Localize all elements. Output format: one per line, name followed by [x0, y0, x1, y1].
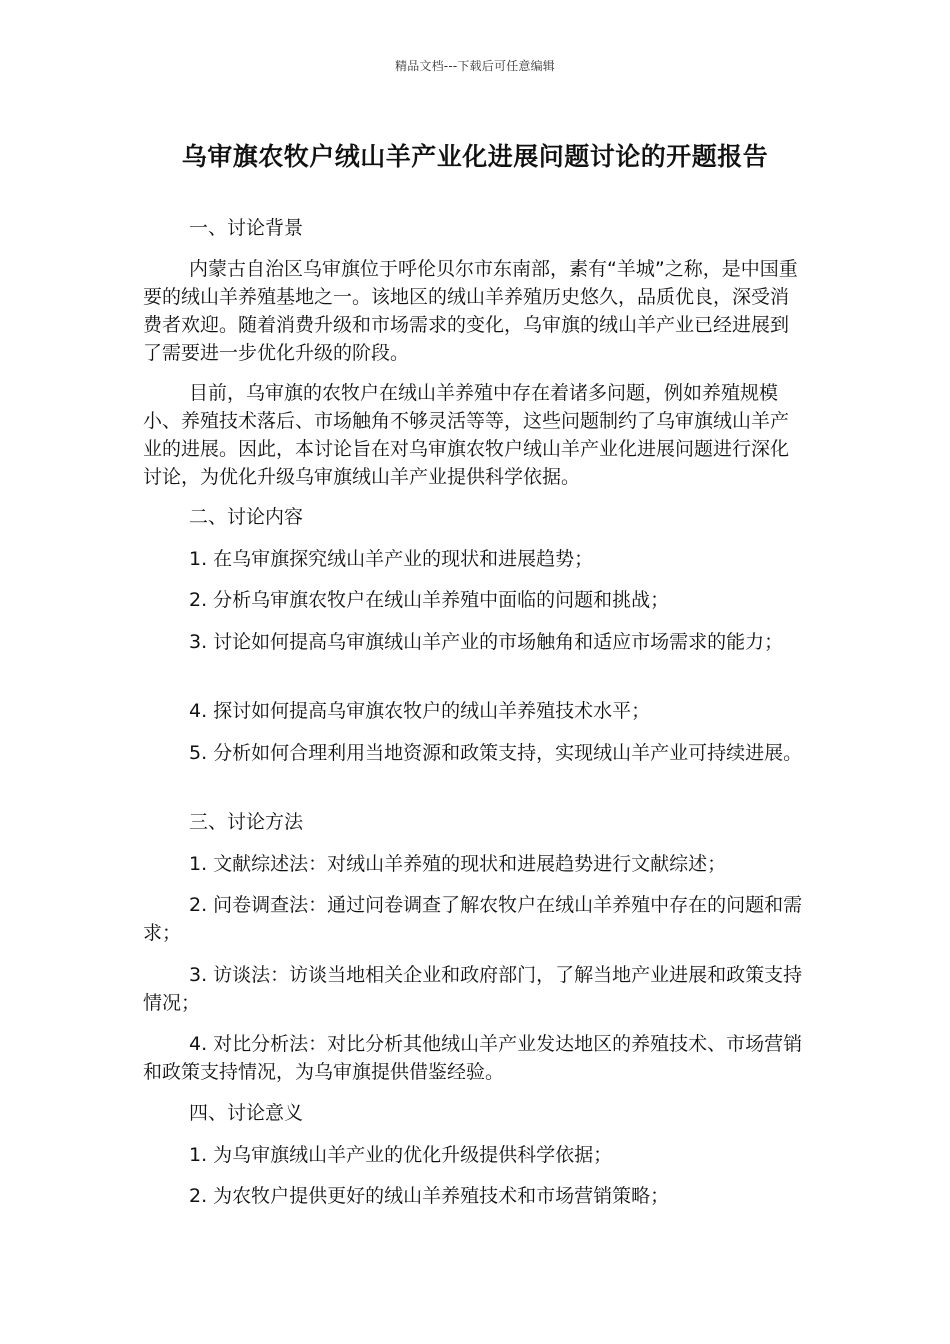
list-item-methods-2: 2. 问卷调查法：通过问卷调查了解农牧户在绒山羊养殖中存在的问题和需求；	[143, 894, 803, 944]
list-item-content-2: 2. 分析乌审旗农牧户在绒山羊养殖中面临的问题和挑战；	[189, 589, 670, 611]
section-heading-significance: 四、讨论意义	[189, 1102, 304, 1124]
paragraph-background-2: 目前，乌审旗的农牧户在绒山羊养殖中存在着诸多问题，例如养殖规模小、养殖技术落后、市场触角不够灵活等等，这些问题制约了乌审旗绒山羊产业的进展。因此，本讨论旨在对乌审旗农牧户绒山羊产业化进展问题进行深化讨论，为优化升级乌审旗绒山羊产业提供科学依据。	[143, 382, 790, 488]
header-note: 精品文档---下载后可任意编辑	[395, 59, 555, 73]
list-item-content-5: 5. 分析如何合理利用当地资源和政策支持，实现绒山羊产业可持续进展。	[189, 742, 803, 764]
paragraph-background-1: 内蒙古自治区乌审旗位于呼伦贝尔市东南部，素有“羊城”之称，是中国重要的绒山羊养殖基地之一。该地区的绒山羊养殖历史悠久，品质优良，深受消费者欢迎。随着消费升级和市场需求的变化，乌审旗的绒山羊产业已经进展到了需要进一步优化升级的阶段。	[143, 258, 798, 364]
section-heading-methods: 三、讨论方法	[189, 811, 304, 833]
list-item-content-1: 1. 在乌审旗探究绒山羊产业的现状和进展趋势；	[189, 548, 594, 570]
list-item-content-4: 4. 探讨如何提高乌审旗农牧户的绒山羊养殖技术水平；	[189, 700, 651, 722]
section-heading-background: 一、讨论背景	[189, 217, 304, 239]
list-item-significance-1: 1. 为乌审旗绒山羊产业的优化升级提供科学依据；	[189, 1144, 613, 1166]
section-heading-content: 二、讨论内容	[189, 506, 304, 528]
list-item-significance-2: 2. 为农牧户提供更好的绒山羊养殖技术和市场营销策略；	[189, 1185, 670, 1207]
document-title: 乌审旗农牧户绒山羊产业化进展问题讨论的开题报告	[181, 142, 769, 171]
list-item-content-3: 3. 讨论如何提高乌审旗绒山羊产业的市场触角和适应市场需求的能力；	[189, 631, 784, 653]
list-item-methods-3: 3. 访谈法：访谈当地相关企业和政府部门，了解当地产业进展和政策支持情况；	[143, 964, 803, 1014]
list-item-methods-4: 4. 对比分析法：对比分析其他绒山羊产业发达地区的养殖技术、市场营销和政策支持情况，为乌审旗提供借鉴经验。	[143, 1033, 803, 1083]
list-item-methods-1: 1. 文献综述法：对绒山羊养殖的现状和进展趋势进行文献综述；	[189, 853, 727, 875]
